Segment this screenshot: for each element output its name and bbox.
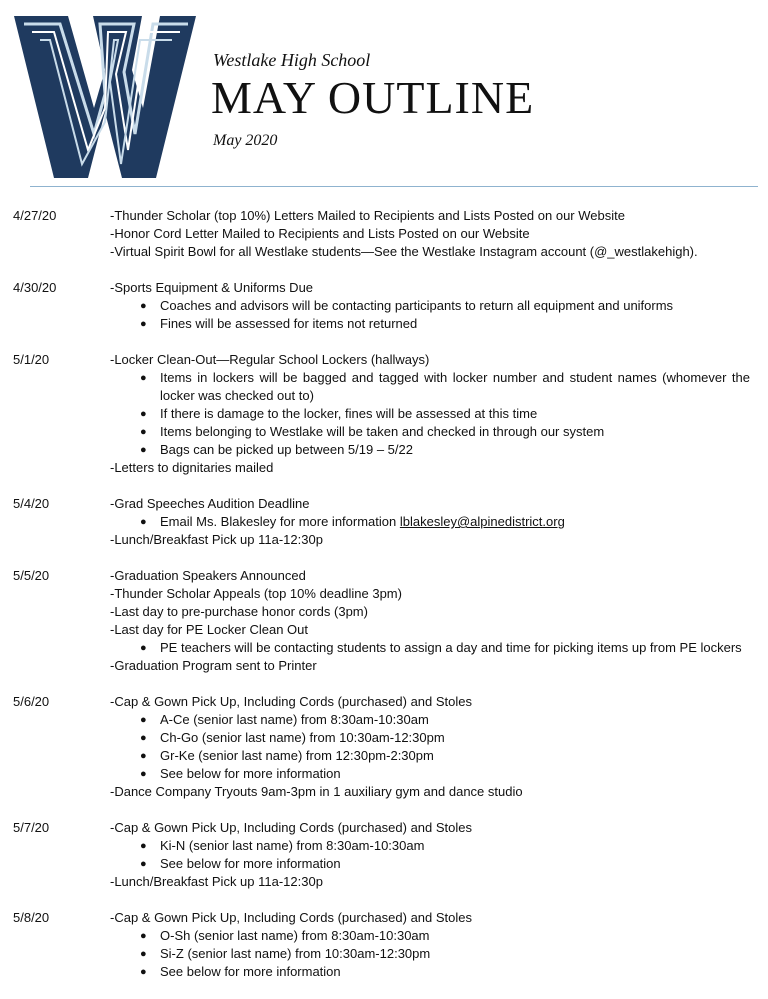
entry-line: -Lunch/Breakfast Pick up 11a-12:30p [110,532,323,547]
entry-4-30 [0,279,768,333]
entry-date: 5/6/20 [13,694,50,709]
entry-line: -Last day for PE Locker Clean Out [110,622,308,637]
entry-heading: -Sports Equipment & Uniforms Due [110,280,314,295]
entry-line: -Lunch/Breakfast Pick up 11a-12:30p [110,874,323,889]
bullet-item: ● See below for more information [140,765,750,783]
entry-5-8 [0,909,768,981]
entry-line: -Graduation Speakers Announced [110,568,306,583]
bullet-item: ● If there is damage to the locker, fines will be assessed at this time [140,405,750,423]
entry-date: 4/30/20 [13,280,57,295]
entry-date: 5/8/20 [13,910,50,925]
entry-line: -Virtual Spirit Bowl for all Westlake students—See the Westlake Instagram account (@_westlakehigh). [110,244,698,259]
outline-date: May 2020 [213,132,278,149]
bullet-list [110,513,750,531]
entry-heading: -Cap & Gown Pick Up, Including Cords (purchased) and Stoles [110,820,473,835]
bullet-item: ● Si-Z (senior last name) from 10:30am-12:30pm [140,945,750,963]
entry-5-1 [0,351,768,477]
entry-line: -Thunder Scholar (top 10%) Letters Mailed to Recipients and Lists Posted on our Website [110,208,625,223]
page-title: MAY OUTLINE [211,72,535,123]
bullet-item: ● Ki-N (senior last name) from 8:30am-10:30am [140,837,750,855]
bullet-item [140,513,750,531]
entry-heading: -Cap & Gown Pick Up, Including Cords (purchased) and Stoles [110,910,473,925]
entry-heading: -Locker Clean-Out—Regular School Lockers (hallways) [110,352,430,367]
bullet-list [110,927,750,981]
entry-line: -Graduation Program sent to Printer [110,658,317,673]
entry-body [110,495,750,549]
entry-5-4 [0,495,768,549]
entry-body [110,909,750,981]
entry-date: 5/4/20 [13,496,50,511]
bullet-item: ● Coaches and advisors will be contacting participants to return all equipment and uniforms [140,297,750,315]
bullet-list [110,837,750,873]
bullet-item: ● Bags can be picked up between 5/19 – 5/22 [140,441,750,459]
bullet-item: ● A-Ce (senior last name) from 8:30am-10:30am [140,711,750,729]
bullet-item: ● Fines will be assessed for items not returned [140,315,750,333]
outline-entries [0,207,768,999]
entry-5-5 [0,567,768,675]
entry-4-27 [0,207,768,261]
bullet-list [110,297,750,333]
entry-body [110,567,750,675]
entry-date: 5/7/20 [13,820,50,835]
bullet-item: ● Ch-Go (senior last name) from 10:30am-12:30pm [140,729,750,747]
entry-heading: -Grad Speeches Audition Deadline [110,496,310,511]
entry-date: 5/5/20 [13,568,50,583]
bullet-list [110,639,750,657]
entry-body [110,351,750,477]
entry-date: 4/27/20 [13,208,57,223]
entry-body [110,819,750,891]
bullet-item: ● O-Sh (senior last name) from 8:30am-10:30am [140,927,750,945]
entry-line: -Dance Company Tryouts 9am-3pm in 1 auxiliary gym and dance studio [110,784,523,799]
entry-date: 5/1/20 [13,352,50,367]
bullet-item: ● See below for more information [140,855,750,873]
entry-line: -Honor Cord Letter Mailed to Recipients and Lists Posted on our Website [110,226,530,241]
header-divider [30,186,758,187]
school-name: Westlake High School [213,50,371,70]
entry-line: -Letters to dignitaries mailed [110,460,274,475]
bullet-item: ● PE teachers will be contacting students to assign a day and time for picking items up from PE lockers [140,639,750,657]
bullet-item: ● See below for more information [140,963,750,981]
entry-5-6 [0,693,768,801]
entry-line: -Thunder Scholar Appeals (top 10% deadline 3pm) [110,586,402,601]
entry-5-7 [0,819,768,891]
entry-body [110,279,750,333]
bullet-item: ● Items belonging to Westlake will be taken and checked in through our system [140,423,750,441]
bullet-text: Email Ms. Blakesley for more information [160,514,397,529]
westlake-w-logo [10,12,200,182]
bullet-item: ● Gr-Ke (senior last name) from 12:30pm-2:30pm [140,747,750,765]
bullet-list [110,369,750,459]
email-link[interactable]: lblakesley@alpinedistrict.org [399,514,565,529]
entry-heading: -Cap & Gown Pick Up, Including Cords (purchased) and Stoles [110,694,473,709]
bullet-list [110,711,750,783]
entry-body [110,207,750,261]
bullet-item: ● Items in lockers will be bagged and tagged with locker number and student names (whomever the locker was checked out to) [140,369,750,405]
entry-line: -Last day to pre-purchase honor cords (3pm) [110,604,368,619]
entry-body [110,693,750,801]
